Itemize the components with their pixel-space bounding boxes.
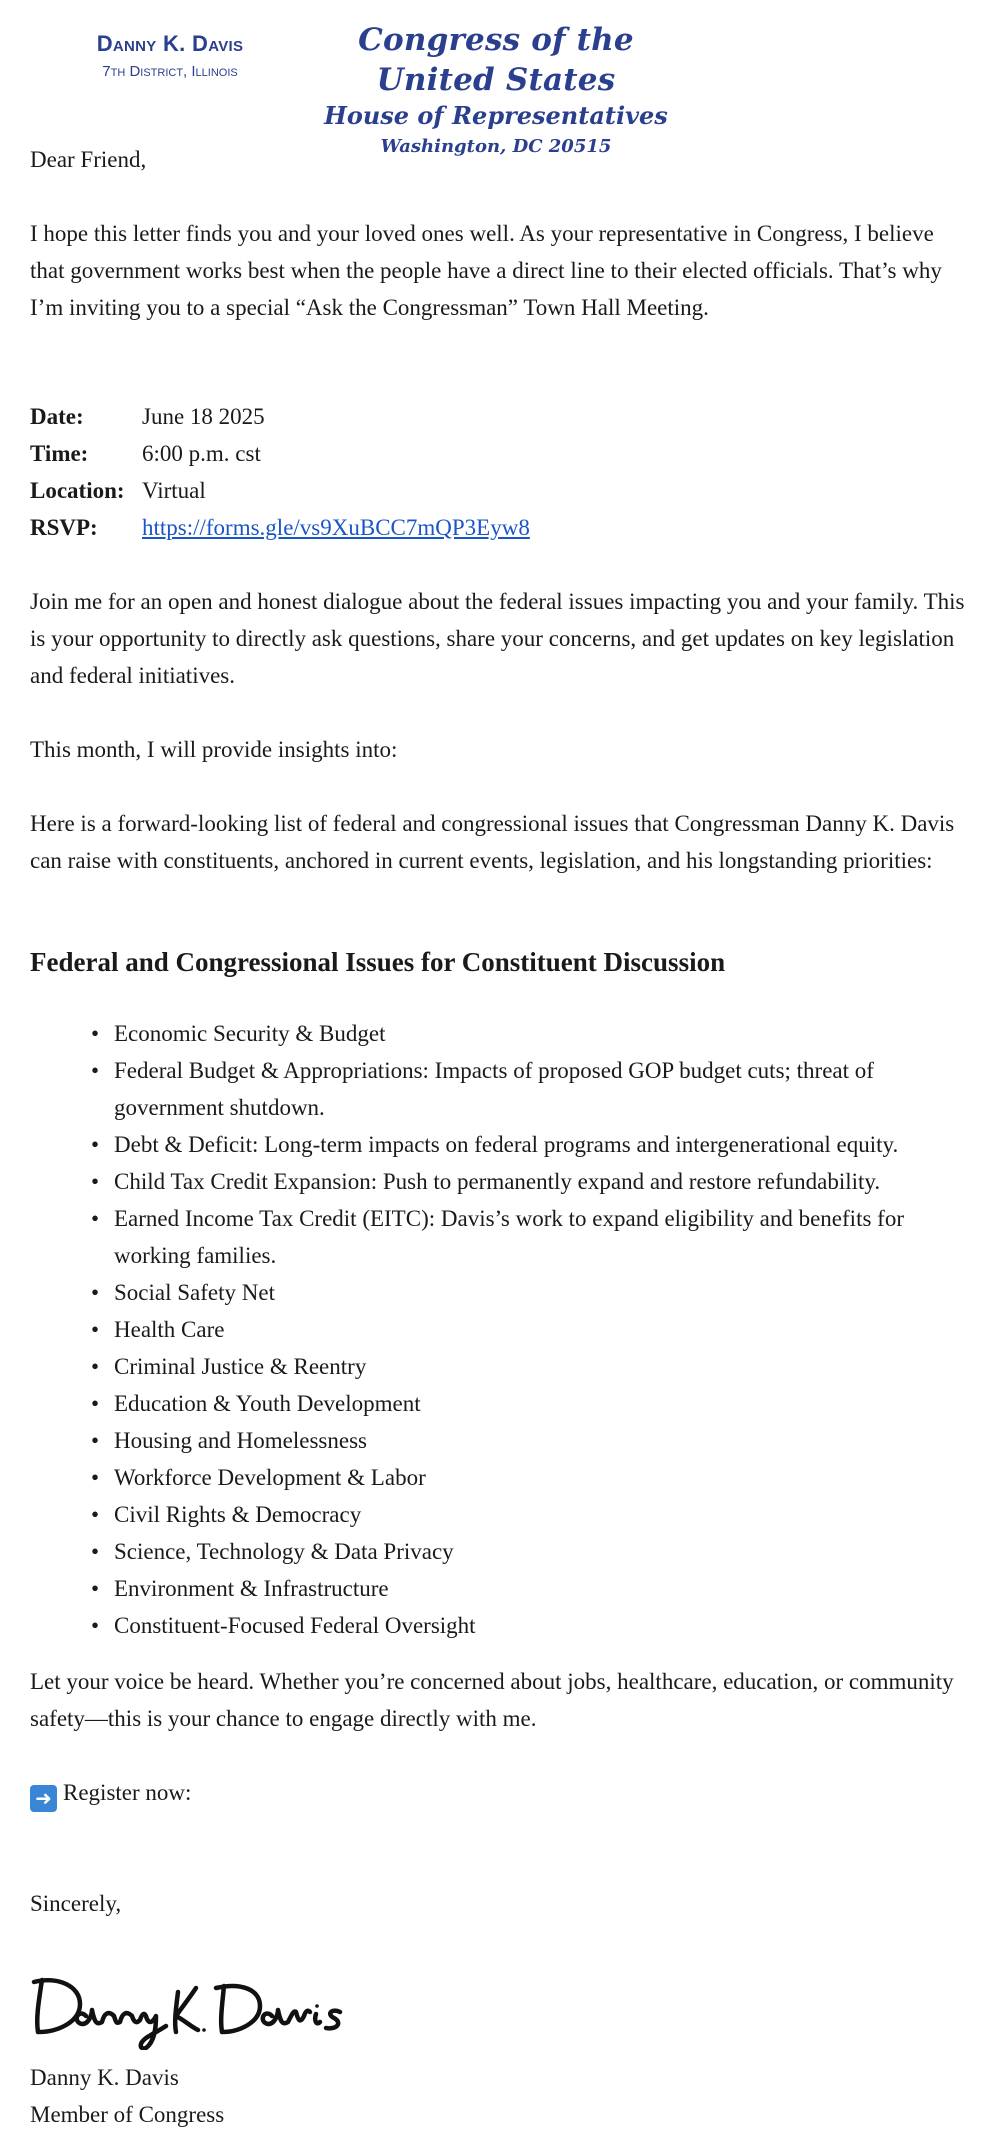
- list-item: [30, 1311, 970, 1348]
- rsvp-label: RSVP:: [30, 515, 98, 540]
- bullet-icon: •: [90, 1465, 100, 1490]
- district-label: 7th District, Illinois: [102, 63, 238, 80]
- list-item: [30, 1126, 970, 1163]
- list-item: [30, 1422, 970, 1459]
- list-item-text: Constituent-Focused Federal Oversight: [114, 1613, 476, 1638]
- list-item-text: Criminal Justice & Reentry: [114, 1354, 367, 1379]
- city-label: Washington, DC 20515: [380, 136, 612, 157]
- issues-list: [30, 1015, 970, 1644]
- event-details: [30, 398, 530, 546]
- letterhead-left: [84, 30, 256, 82]
- list-intro-paragraph: [30, 805, 970, 879]
- list-item-text: Housing and Homelessness: [114, 1428, 367, 1453]
- insights-intro: [30, 731, 970, 768]
- register-text: Register now:: [63, 1780, 192, 1805]
- list-item-text: Science, Technology & Data Privacy: [114, 1539, 454, 1564]
- list-item-text: Economic Security & Budget: [114, 1021, 386, 1046]
- rsvp-link[interactable]: https://forms.gle/vs9XuBCC7mQP3Eyw8: [142, 515, 530, 540]
- time-row: [30, 435, 530, 472]
- register-line: [30, 1774, 970, 1812]
- list-item-text: Workforce Development & Labor: [114, 1465, 426, 1490]
- bullet-icon: •: [90, 1391, 100, 1416]
- bullet-icon: •: [90, 1169, 100, 1194]
- list-item-text: Child Tax Credit Expansion: Push to permanently expand and restore refundability.: [114, 1169, 881, 1194]
- rsvp-row: [30, 509, 530, 546]
- date-row: [30, 398, 530, 435]
- insights-intro-text: This month, I will provide insights into:: [30, 737, 398, 762]
- representative-name: Danny K. Davis: [96, 31, 244, 56]
- bullet-icon: •: [90, 1354, 100, 1379]
- date-label: Date:: [30, 404, 84, 429]
- list-item: [30, 1607, 970, 1644]
- invitation-text: Join me for an open and honest dialogue about the federal issues impacting you and your family. This is your opportunity to directly ask questions, share your concerns, and get updates on key legislation and federal initiatives.: [30, 589, 965, 688]
- list-item: [30, 1015, 970, 1052]
- bullet-icon: •: [90, 1058, 100, 1083]
- intro-paragraph: [30, 215, 970, 326]
- list-intro-text: Here is a forward-looking list of federal and congressional issues that Congressman Danny K. Davis can raise with constituents, anchored in current events, legislation, and his longstanding priorities:: [30, 811, 955, 873]
- signer-name: Danny K. Davis: [30, 2065, 179, 2090]
- list-item: [30, 1052, 970, 1126]
- bullet-icon: •: [90, 1428, 100, 1453]
- location-value: Virtual: [142, 478, 206, 503]
- bullet-icon: •: [90, 1576, 100, 1601]
- list-item: [30, 1163, 970, 1200]
- signature-image: [28, 1950, 348, 2050]
- list-item-text: Health Care: [114, 1317, 225, 1342]
- list-item: [30, 1274, 970, 1311]
- time-value: 6:00 p.m. cst: [142, 441, 261, 466]
- bullet-icon: •: [90, 1206, 100, 1231]
- date-value: June 18 2025: [142, 404, 265, 429]
- bullet-icon: •: [90, 1132, 100, 1157]
- list-item-text: Social Safety Net: [114, 1280, 275, 1305]
- letterhead-right: [296, 20, 696, 160]
- list-item: [30, 1533, 970, 1570]
- list-item: [30, 1348, 970, 1385]
- right-arrow-icon: ➜: [30, 1785, 57, 1812]
- bullet-icon: •: [90, 1539, 100, 1564]
- bullet-icon: •: [90, 1021, 100, 1046]
- location-row: [30, 472, 530, 509]
- bullet-icon: •: [90, 1317, 100, 1342]
- intro-text: I hope this letter finds you and your loved ones well. As your representative in Congress, I believe that government works best when the people have a direct line to their elected officials. That’s why I’m inviting you to a special “Ask the Congressman” Town Hall Meeting.: [30, 221, 942, 320]
- sign-off-text: Sincerely,: [30, 1891, 122, 1916]
- list-item: [30, 1459, 970, 1496]
- greeting: [30, 141, 970, 178]
- list-item: [30, 1200, 970, 1274]
- closing-text: Let your voice be heard. Whether you’re concerned about jobs, healthcare, education, or community safety—this is your chance to engage directly with me.: [30, 1669, 954, 1731]
- signer-block: [30, 2059, 970, 2133]
- bullet-icon: •: [90, 1502, 100, 1527]
- bullet-icon: •: [90, 1280, 100, 1305]
- invitation-paragraph: [30, 583, 970, 694]
- closing-paragraph: [30, 1663, 970, 1737]
- list-item-text: Debt & Deficit: Long-term impacts on federal programs and intergenerational equity.: [114, 1132, 899, 1157]
- time-label: Time:: [30, 441, 89, 466]
- list-item-text: Environment & Infrastructure: [114, 1576, 389, 1601]
- section-heading: Federal and Congressional Issues for Constituent Discussion: [30, 947, 726, 977]
- list-item-text: Education & Youth Development: [114, 1391, 421, 1416]
- list-item: [30, 1385, 970, 1422]
- list-item-text: Earned Income Tax Credit (EITC): Davis’s work to expand eligibility and benefits for working families.: [114, 1206, 904, 1268]
- signer-title: Member of Congress: [30, 2102, 225, 2127]
- house-title: House of Representatives: [324, 101, 668, 130]
- list-item: [30, 1496, 970, 1533]
- bullet-icon: •: [90, 1613, 100, 1638]
- greeting-text: Dear Friend,: [30, 147, 147, 172]
- congress-title: Congress of the United States: [358, 22, 634, 98]
- sign-off: [30, 1885, 970, 1922]
- list-item-text: Federal Budget & Appropriations: Impacts of proposed GOP budget cuts; threat of government shutdown.: [114, 1058, 874, 1120]
- location-label: Location:: [30, 478, 125, 503]
- list-item: [30, 1570, 970, 1607]
- list-item-text: Civil Rights & Democracy: [114, 1502, 362, 1527]
